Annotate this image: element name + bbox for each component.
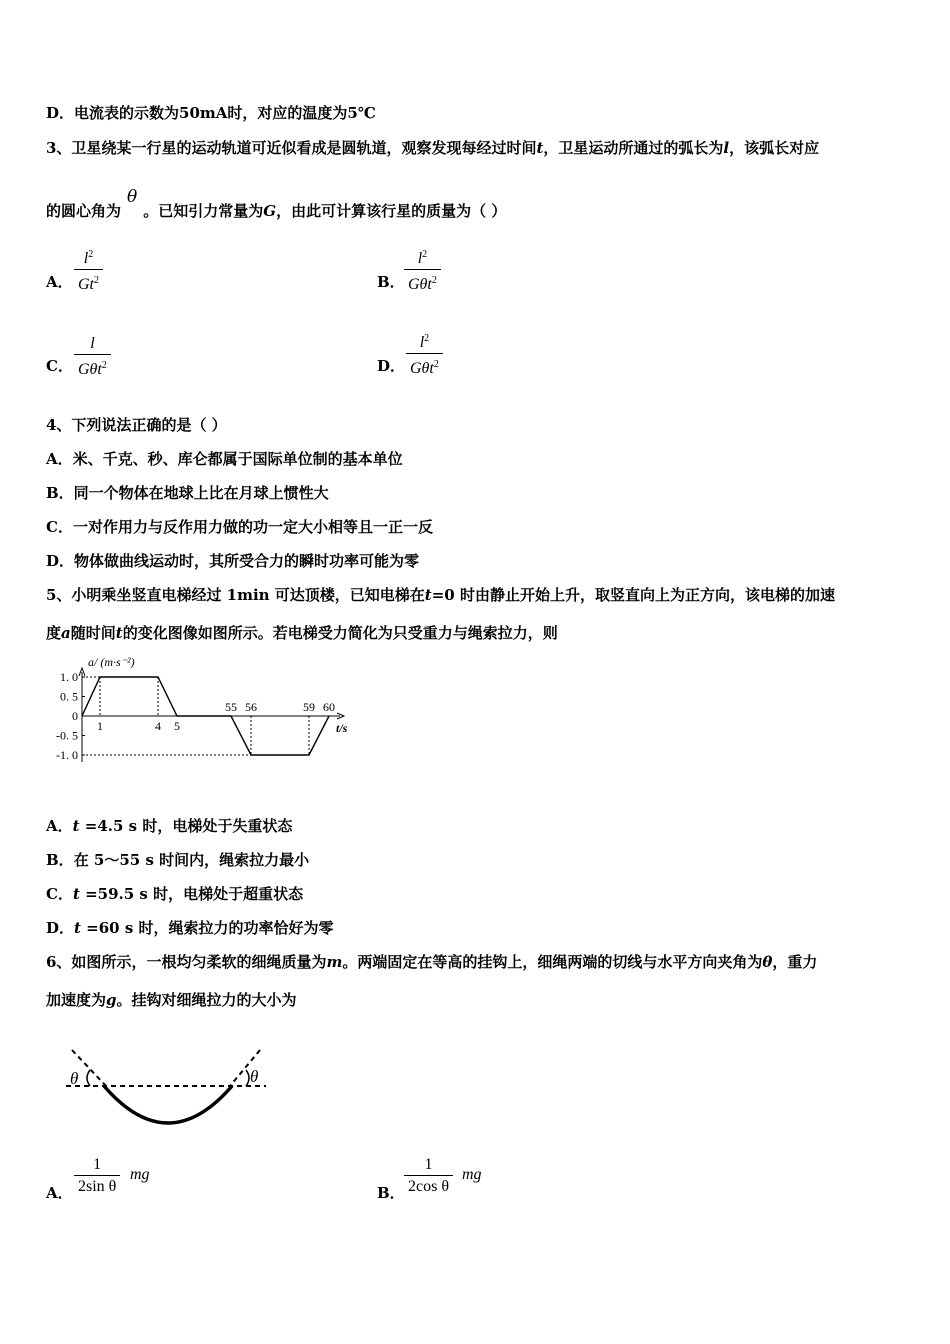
q6-stem-line2: 加速度为g。挂钩对细绳拉力的大小为 — [46, 991, 297, 1009]
q6-option-b-mg: mg — [462, 1166, 482, 1183]
acceleration-time-chart — [40, 650, 370, 775]
x-tick-label: 4 — [155, 719, 161, 733]
right-angle-arc — [246, 1070, 249, 1086]
x-tick-label: 56 — [245, 700, 257, 714]
y-tick-label: 0 — [72, 709, 78, 723]
q3-option-c-label: C． — [46, 357, 73, 375]
rope-curve — [104, 1086, 232, 1123]
q3-option-d-label: D． — [377, 357, 406, 375]
y-tick-label: 1. 0 — [60, 670, 78, 684]
q5-option-c: C．t =59.5 s 时，电梯处于超重状态 — [46, 885, 304, 903]
y-tick-label: -0. 5 — [56, 728, 78, 743]
q3-option-b-formula: $l^2$ Gθt$^2$ — [404, 245, 441, 296]
q6-option-b-label: B． — [377, 1184, 405, 1202]
q6-option-a-label: A． — [46, 1184, 73, 1202]
x-tick-label: 5 — [174, 719, 180, 733]
left-angle-arc — [87, 1070, 90, 1086]
q6-option-b-formula: $\frac{1}{\text{2cos θ}}$ — [404, 1155, 453, 1198]
q5-stem-line1: 5、小明乘坐竖直电梯经过 1min 可达顶楼，已知电梯在t=0 时由静止开始上升，取竖直向上为正方向，该电梯的加速 — [46, 586, 835, 604]
q4-option-c: C．一对作用力与反作用力做的功一定大小相等且一正一反 — [46, 518, 433, 536]
q3-option-c-formula: l Gθt$^2$ — [74, 330, 111, 381]
y-tick-label: -1. 0 — [56, 748, 78, 762]
q6-option-a-mg: mg — [130, 1166, 150, 1183]
q5-stem-line2: 度a随时间t的变化图像如图所示。若电梯受力简化为只受重力与绳索拉力，则 — [46, 624, 558, 642]
x-axis-label: t/s — [336, 721, 348, 735]
y-tick-label: 0. 5 — [60, 689, 78, 704]
x-tick-label: 1 — [97, 719, 103, 733]
x-tick-label: 60 — [323, 700, 335, 714]
q3-option-d-formula: $l^2$ Gθt$^2$ — [406, 329, 443, 380]
x-tick-label: 59 — [303, 700, 315, 714]
q5-option-d: D．t =60 s 时，绳索拉力的功率恰好为零 — [46, 919, 334, 937]
q5-option-b: B．在 5～55 s 时间内，绳索拉力最小 — [46, 851, 310, 869]
rope-hanging-diagram — [60, 1040, 280, 1140]
q3-option-a-formula: $\frac{l^2}{Gt^2}$ — [74, 245, 103, 296]
prev-question-option-d: D．电流表的示数为50mA时，对应的温度为5℃ — [46, 104, 376, 122]
q4-option-a: A．米、千克、秒、库仑都属于国际单位制的基本单位 — [46, 450, 403, 468]
q3-option-b-label: B． — [377, 273, 405, 291]
q3-option-a-label: A． — [46, 273, 73, 291]
q3-stem-line1: 3、卫星绕某一行星的运动轨道可近似看成是圆轨道，观察发现每经过时间t，卫星运动所通过的弧长为l，该弧长对应 — [46, 139, 820, 157]
q4-option-d: D．物体做曲线运动时，其所受合力的瞬时功率可能为零 — [46, 552, 420, 570]
q6-stem-line1: 6、如图所示，一根均匀柔软的细绳质量为m。两端固定在等高的挂钩上，细绳两端的切线与水平方向夹角为θ，重力 — [46, 953, 818, 971]
x-tick-label: 55 — [225, 700, 237, 714]
q3-stem-line2: 的圆心角为θ。已知引力常量为G，由此可计算该行星的质量为（ ） — [46, 187, 507, 220]
q5-option-a: A．t =4.5 s 时，电梯处于失重状态 — [46, 817, 293, 835]
left-angle-label: θ — [70, 1069, 79, 1088]
q4-option-b: B．同一个物体在地球上比在月球上惯性大 — [46, 484, 329, 502]
right-angle-label: θ — [250, 1067, 259, 1086]
q6-option-a-formula: $\frac{1}{\text{2sin θ}}$ — [74, 1155, 120, 1198]
y-axis-label: a/ (m·s⁻²) — [88, 655, 135, 669]
q4-stem: 4、下列说法正确的是（ ） — [46, 416, 227, 434]
